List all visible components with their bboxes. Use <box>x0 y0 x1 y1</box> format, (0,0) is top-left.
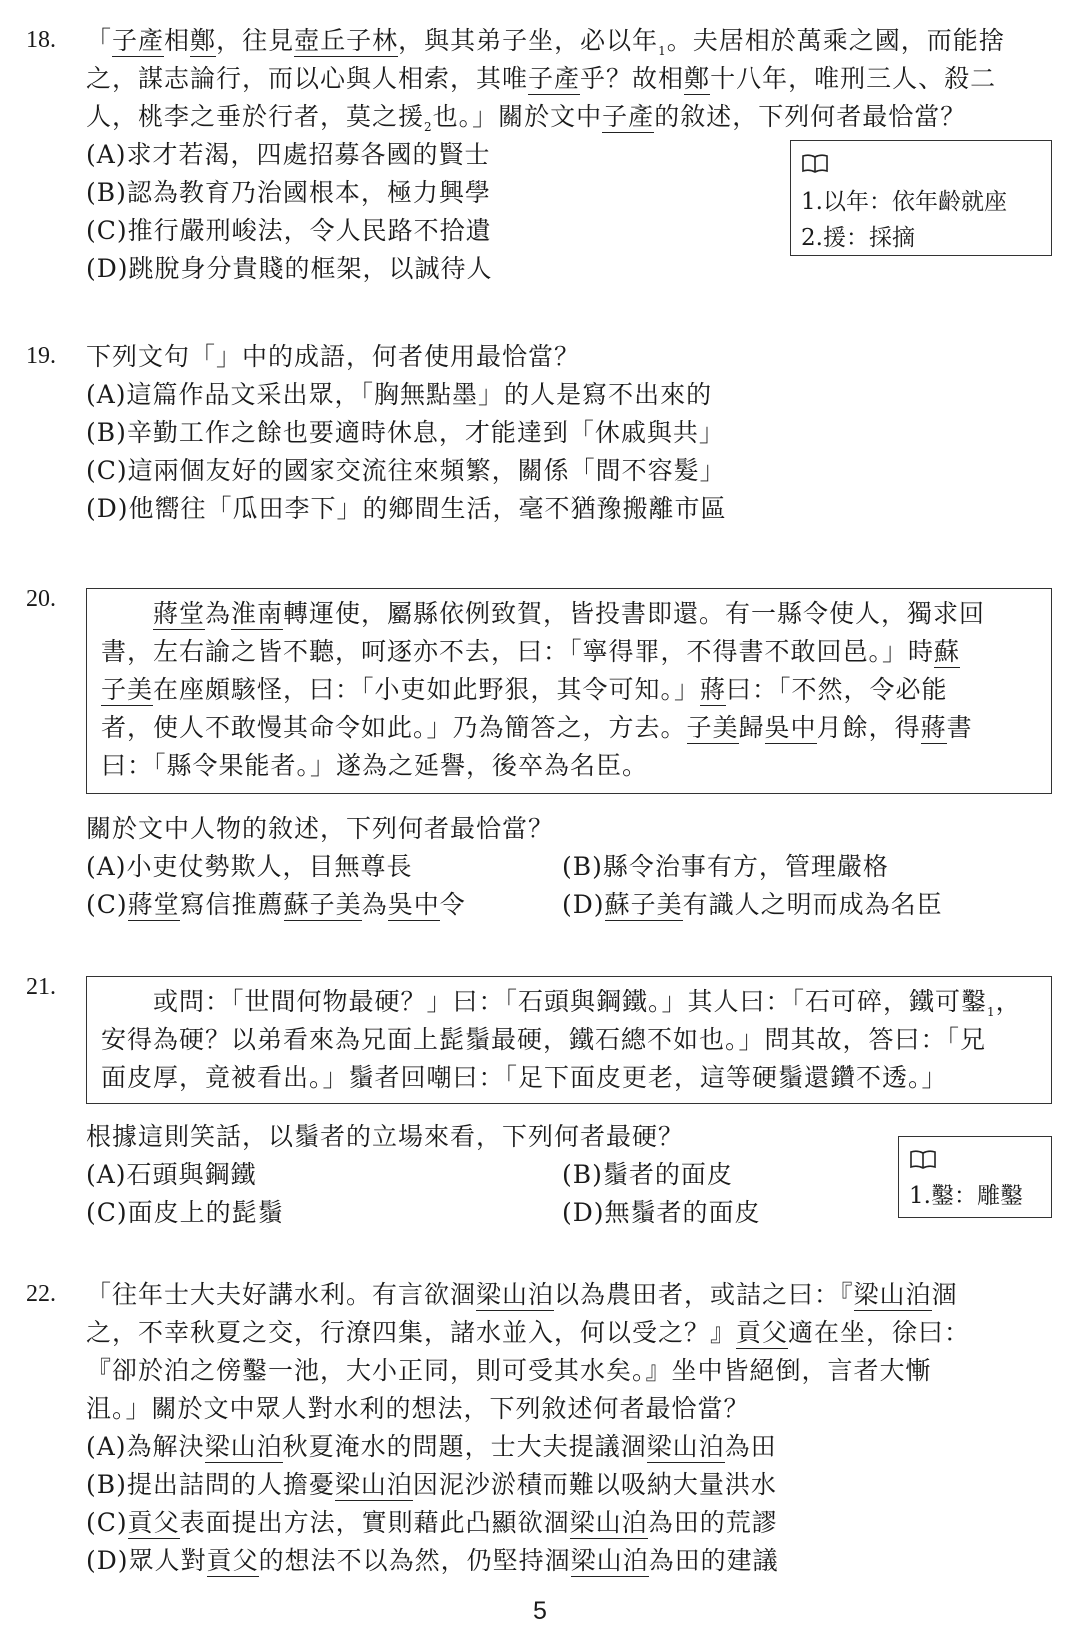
book-icon <box>909 1149 937 1169</box>
question-stem: 根據這則笑話，以鬚者的立場來看，下列何者最硬？ <box>86 1122 685 1151</box>
proper-noun: 子美 <box>686 713 739 742</box>
option-a[interactable]: (A)為解決梁山泊秋夏淹水的問題，士大夫提議涸梁山泊為田 <box>86 1432 777 1461</box>
option-a[interactable]: (A)石頭與鋼鐵 <box>86 1160 257 1189</box>
proper-noun: 淮南 <box>231 599 284 628</box>
option-c[interactable]: (C)蔣堂寫信推薦蘇子美為吳中令 <box>86 890 466 919</box>
footnote-marker: 1 <box>658 44 667 58</box>
option-b[interactable]: (B)提出詰問的人擔憂梁山泊因泥沙淤積而難以吸納大量洪水 <box>86 1470 777 1499</box>
proper-noun: 子產 <box>602 102 655 131</box>
question-stem-line: 人，桃李之垂於行者，莫之援$_2$也。」關於文中子產的敘述，下列何者最恰當？ <box>86 102 967 134</box>
footnote-marker: 2 <box>424 120 433 134</box>
option-a[interactable]: (A)求才若渴，四處招募各國的賢士 <box>86 140 491 169</box>
option-b[interactable]: (B)縣令治事有方，管理嚴格 <box>562 852 889 881</box>
proper-noun: 子美 <box>101 675 154 704</box>
option-c[interactable]: (C)貢父表面提出方法，實則藉此凸顯欲涸梁山泊為田的荒謬 <box>86 1508 778 1537</box>
option-c[interactable]: (C)面皮上的髭鬚 <box>86 1198 284 1227</box>
proper-noun: 梁山泊 <box>853 1280 932 1309</box>
option-d[interactable]: (D)無鬚者的面皮 <box>562 1198 761 1227</box>
proper-noun: 貢父 <box>127 1508 180 1537</box>
annotation-note: 1.鑿：雕鑿 <box>909 1183 1023 1209</box>
question-number: 18. <box>26 27 56 53</box>
option-b[interactable]: (B)鬚者的面皮 <box>562 1160 733 1189</box>
option-b[interactable]: (B)認為教育乃治國根本，極力興學 <box>86 178 491 207</box>
option-a[interactable]: (A)小吏仗勢欺人，目無尊長 <box>86 852 413 881</box>
annotation-note: 1.以年：依年齡就座 <box>801 189 1007 215</box>
option-d[interactable]: (D)跳脫身分貴賤的框架，以誠待人 <box>86 254 493 283</box>
option-c[interactable]: (C)推行嚴刑峻法，令人民路不拾遺 <box>86 216 492 245</box>
question-stem-line: 「子產相鄭，往見壺丘子林，與其弟子坐，必以年$_1$。夫居相於萬乘之國，而能捨 <box>86 26 1005 58</box>
proper-noun: 貢父 <box>206 1546 259 1575</box>
annotation-note: 2.援：採摘 <box>801 225 915 251</box>
option-c[interactable]: (C)這兩個友好的國家交流往來頻繁，關係「間不容髮」 <box>86 456 726 485</box>
book-icon <box>801 153 829 173</box>
proper-noun: 吳中 <box>764 713 817 742</box>
question-number: 21. <box>26 974 56 1000</box>
proper-noun: 梁山泊 <box>570 1546 649 1575</box>
option-b[interactable]: (B)辛勤工作之餘也要適時休息，才能達到「休戚與共」 <box>86 418 725 447</box>
proper-noun: 梁山泊 <box>476 1280 555 1309</box>
footnote-marker: 1 <box>987 1005 996 1019</box>
proper-noun: 蘇 <box>934 637 961 666</box>
question-stem-line: 『卻於泊之傍鑿一池，大小正同，則可受其水矣。』坐中皆絕倒，言者大慚 <box>86 1356 932 1385</box>
proper-noun: 蔣堂 <box>153 599 206 628</box>
proper-noun: 鄭 <box>190 26 217 55</box>
proper-noun: 吳中 <box>387 890 440 919</box>
reading-passage-box: 或問：「世間何物最硬？」曰：「石頭與鋼鐵。」其人曰：「石可碎，鐵可鑿$_1$， 安得為硬？以弟看來為兄面上髭鬚最硬，鐵石總不如也。」問其故，答曰：「兄 面皮厚，竟被看出。」鬚者回嘲曰：「足下面皮更老，這等硬鬚還鑽不透。」 <box>86 976 1052 1104</box>
question-number: 20. <box>26 586 56 612</box>
reading-passage-box: 蔣堂為淮南轉運使，屬縣依例致賀，皆投書即還。有一縣令使人，獨求回 書，左右諭之皆不聽，呵逐亦不去，曰：「寧得罪，不得書不敢回邑。」時蘇 子美在座頗駭怪，曰：「小吏如此野狠，其令可知。」蔣曰：「不然，令必能 者，使人不敢慢其命令如此。」乃為簡答之，方去。子美歸吳中月餘，得蔣書 曰：「縣令果能者。」遂為之延譽，後卒為名臣。 <box>86 588 1052 794</box>
proper-noun: 梁山泊 <box>204 1432 283 1461</box>
question-number: 19. <box>26 343 56 369</box>
proper-noun: 子產 <box>528 64 581 93</box>
question-stem: 下列文句「」中的成語，何者使用最恰當？ <box>86 342 581 371</box>
option-d[interactable]: (D)蘇子美有識人之明而成為名臣 <box>562 890 943 919</box>
question-number: 22. <box>26 1281 56 1307</box>
proper-noun: 梁山泊 <box>646 1432 725 1461</box>
question-stem-line: 「往年士大夫好講水利。有言欲涸梁山泊以為農田者，或詰之曰：『梁山泊涸 <box>86 1280 958 1309</box>
question-stem-line: 沮。」關於文中眾人對水利的想法，下列敘述何者最恰當？ <box>86 1394 750 1423</box>
option-a[interactable]: (A)這篇作品文采出眾，「胸無點墨」的人是寫不出來的 <box>86 380 713 409</box>
proper-noun: 蘇子美 <box>283 890 362 919</box>
proper-noun: 梁山泊 <box>334 1470 413 1499</box>
proper-noun: 壺丘子林 <box>294 26 399 55</box>
question-stem: 關於文中人物的敘述，下列何者最恰當？ <box>86 814 555 843</box>
question-stem-line: 之，不幸秋夏之交，行潦四集，諸水並入，何以受之？』貢父適在坐，徐曰： <box>86 1318 971 1347</box>
proper-noun: 子產 <box>112 26 165 55</box>
proper-noun: 蔣 <box>700 675 727 704</box>
annotation-box <box>790 140 1052 256</box>
page-number: 5 <box>533 1597 547 1625</box>
proper-noun: 梁山泊 <box>569 1508 648 1537</box>
option-d[interactable]: (D)眾人對貢父的想法不以為然，仍堅持涸梁山泊為田的建議 <box>86 1546 779 1575</box>
annotation-box <box>898 1136 1052 1218</box>
proper-noun: 蔣 <box>920 713 947 742</box>
option-d[interactable]: (D)他嚮往「瓜田李下」的鄉間生活，毫不猶豫搬離市區 <box>86 494 727 523</box>
question-stem-line: 之，謀志論行，而以心與人相索，其唯子產乎？故相鄭十八年，唯刑三人、殺二 <box>86 64 997 93</box>
proper-noun: 蔣堂 <box>127 890 180 919</box>
proper-noun: 鄭 <box>684 64 711 93</box>
proper-noun: 蘇子美 <box>604 890 683 919</box>
proper-noun: 貢父 <box>736 1318 789 1347</box>
